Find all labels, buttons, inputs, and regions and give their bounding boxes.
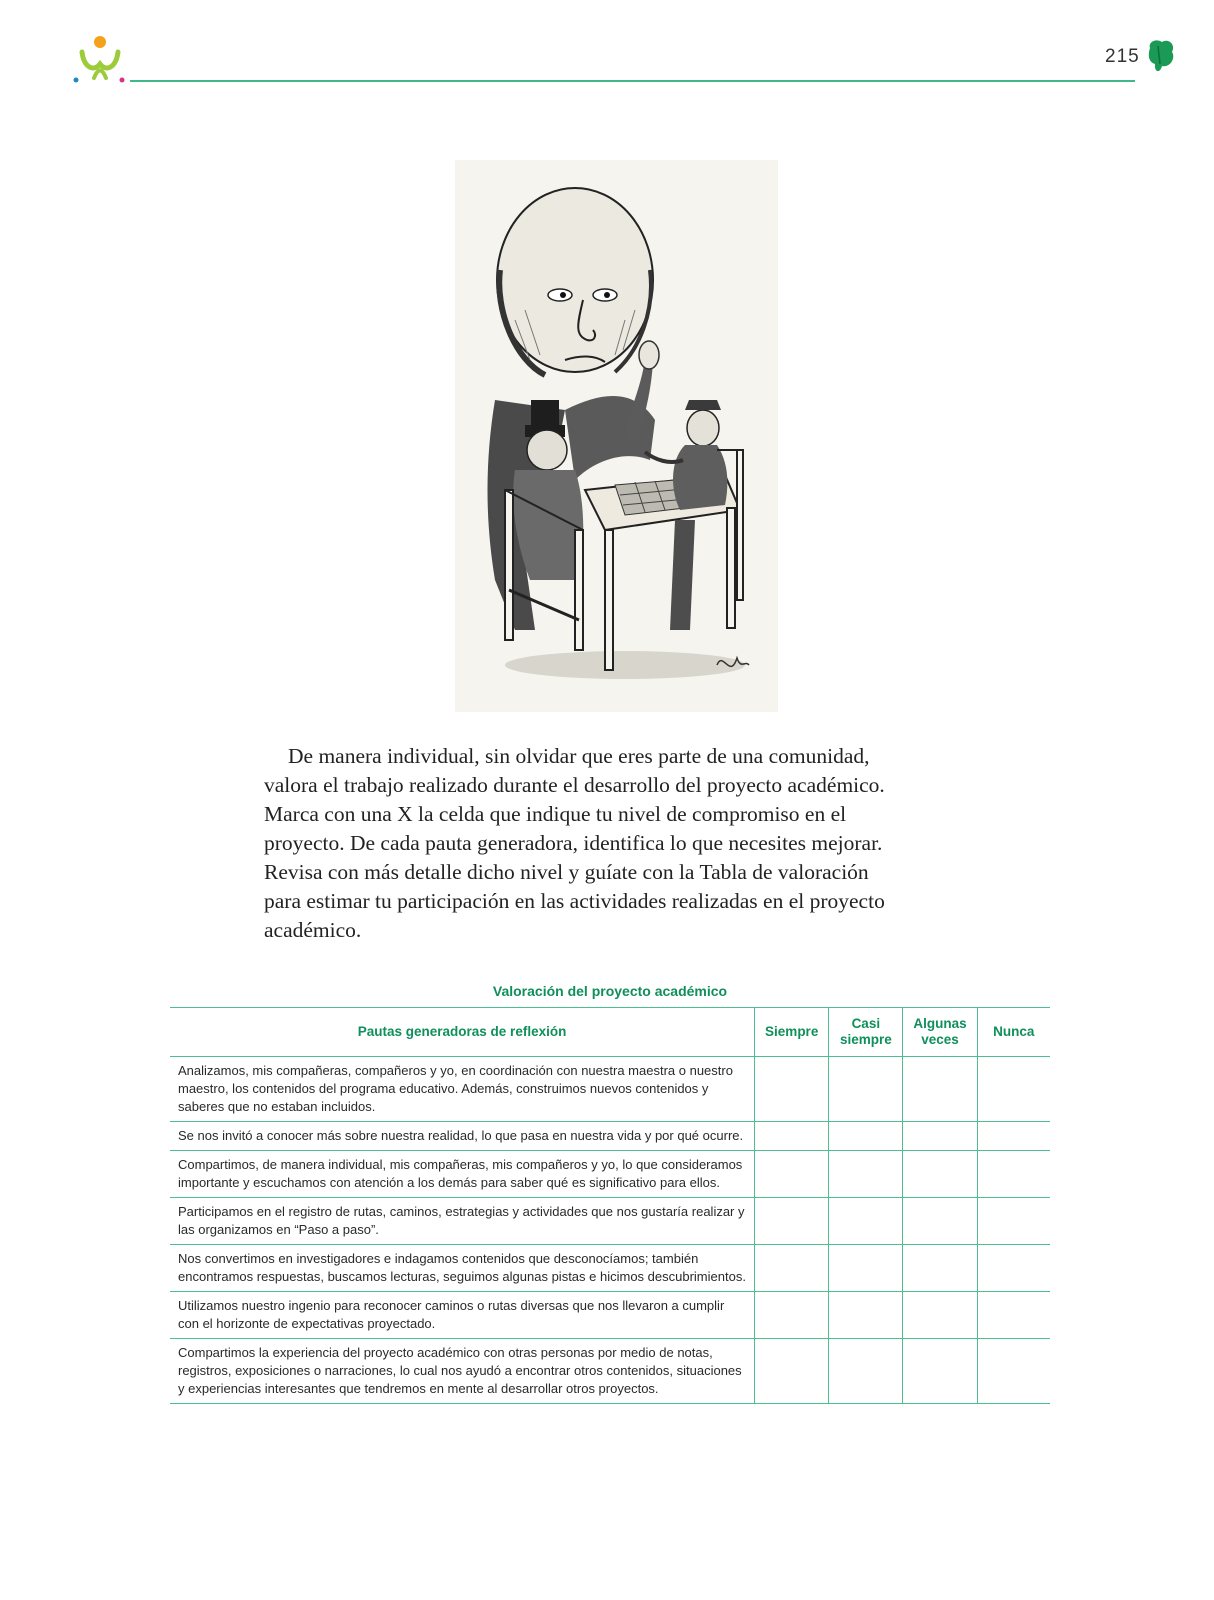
checkbox-cell-nunca[interactable] bbox=[977, 1057, 1050, 1122]
pauta-text: Compartimos, de manera individual, mis compañeras, mis compañeros y yo, lo que consideramos importante y escuchamos con atención a los demás para saber qué es significativo para ellos. bbox=[170, 1151, 755, 1198]
checkbox-cell-algunas-veces[interactable] bbox=[903, 1122, 977, 1151]
pauta-text: Participamos en el registro de rutas, caminos, estrategias y actividades que nos gustaría realizar y las organizamos en “Paso a paso”. bbox=[170, 1198, 755, 1245]
table-row bbox=[170, 1122, 1050, 1151]
checkbox-cell-siempre[interactable] bbox=[755, 1339, 829, 1404]
checkbox-cell-casi-siempre[interactable] bbox=[829, 1339, 903, 1404]
checkbox-cell-nunca[interactable] bbox=[977, 1339, 1050, 1404]
checkbox-cell-nunca[interactable] bbox=[977, 1198, 1050, 1245]
checkbox-cell-algunas-veces[interactable] bbox=[903, 1151, 977, 1198]
checkbox-cell-siempre[interactable] bbox=[755, 1292, 829, 1339]
checkbox-cell-algunas-veces[interactable] bbox=[903, 1198, 977, 1245]
checkbox-cell-algunas-veces[interactable] bbox=[903, 1057, 977, 1122]
checkbox-cell-nunca[interactable] bbox=[977, 1151, 1050, 1198]
checkbox-cell-algunas-veces[interactable] bbox=[903, 1245, 977, 1292]
checkbox-cell-nunca[interactable] bbox=[977, 1122, 1050, 1151]
checkbox-cell-siempre[interactable] bbox=[755, 1057, 829, 1122]
checkbox-cell-siempre[interactable] bbox=[755, 1198, 829, 1245]
intro-paragraph: De manera individual, sin olvidar que eres parte de una comunidad, valora el trabajo realizado durante el desarrollo del proyecto académico. Marca con una X la celda que indique tu nivel de compromiso en el proyecto. De cada pauta generadora, identifica lo que necesites mejorar. Revisa con más detalle dicho nivel y guíate con la Tabla de valoración para estimar tu participación en las actividades realizadas en el proyecto académico. bbox=[264, 744, 885, 942]
checkbox-cell-casi-siempre[interactable] bbox=[829, 1245, 903, 1292]
pauta-text: Nos convertimos en investigadores e indagamos contenidos que desconocíamos; también encontramos respuestas, buscamos lecturas, seguimos algunas pistas e hicimos descubrimientos. bbox=[170, 1245, 755, 1292]
checkbox-cell-nunca[interactable] bbox=[977, 1245, 1050, 1292]
checkbox-cell-siempre[interactable] bbox=[755, 1122, 829, 1151]
checkbox-cell-siempre[interactable] bbox=[755, 1245, 829, 1292]
table-row bbox=[170, 1057, 1050, 1122]
header-casi-siempre: Casi siempre bbox=[829, 1008, 903, 1057]
caricature-illustration bbox=[455, 160, 778, 712]
checkbox-cell-algunas-veces[interactable] bbox=[903, 1339, 977, 1404]
page-number: 215 bbox=[1105, 46, 1140, 67]
header-algunas-veces: Algunas veces bbox=[903, 1008, 977, 1057]
checkbox-cell-casi-siempre[interactable] bbox=[829, 1198, 903, 1245]
pauta-text: Compartimos la experiencia del proyecto académico con otras personas por medio de notas, registros, exposiciones o narraciones, lo cual nos ayudó a encontrar otros contenidos, situaciones y experiencias interesantes que tendremos en mente al desarrollar otros proyectos. bbox=[170, 1339, 755, 1404]
table-header-row bbox=[170, 1008, 1050, 1057]
header-siempre: Siempre bbox=[755, 1008, 829, 1057]
checkbox-cell-algunas-veces[interactable] bbox=[903, 1292, 977, 1339]
table-title: Valoración del proyecto académico bbox=[492, 983, 728, 999]
table-row bbox=[170, 1151, 1050, 1198]
checkbox-cell-casi-siempre[interactable] bbox=[829, 1151, 903, 1198]
pauta-text: Se nos invitó a conocer más sobre nuestra realidad, lo que pasa en nuestra vida y por qué ocurre. bbox=[170, 1122, 755, 1151]
checkbox-cell-siempre[interactable] bbox=[755, 1151, 829, 1198]
pauta-text: Analizamos, mis compañeras, compañeros y yo, en coordinación con nuestra maestra o nuestro maestro, los contenidos del programa educativo. Además, construimos nuevos contenidos y saberes que no estaban incluidos. bbox=[170, 1057, 755, 1122]
table-row bbox=[170, 1245, 1050, 1292]
valoracion-table bbox=[170, 1007, 1050, 1404]
pauta-text: Utilizamos nuestro ingenio para reconocer caminos o rutas diversas que nos llevaron a cumplir con el horizonte de expectativas proyectado. bbox=[170, 1292, 755, 1339]
header-rule bbox=[130, 80, 1135, 82]
checkbox-cell-casi-siempre[interactable] bbox=[829, 1122, 903, 1151]
checkbox-cell-nunca[interactable] bbox=[977, 1292, 1050, 1339]
checkbox-cell-casi-siempre[interactable] bbox=[829, 1057, 903, 1122]
checkbox-cell-casi-siempre[interactable] bbox=[829, 1292, 903, 1339]
series-logo bbox=[72, 34, 128, 86]
header-nunca: Nunca bbox=[977, 1008, 1050, 1057]
table-row bbox=[170, 1339, 1050, 1404]
header-pautas: Pautas generadoras de reflexión bbox=[170, 1008, 755, 1057]
leaf-icon bbox=[1146, 38, 1176, 74]
table-row bbox=[170, 1198, 1050, 1245]
table-row bbox=[170, 1292, 1050, 1339]
